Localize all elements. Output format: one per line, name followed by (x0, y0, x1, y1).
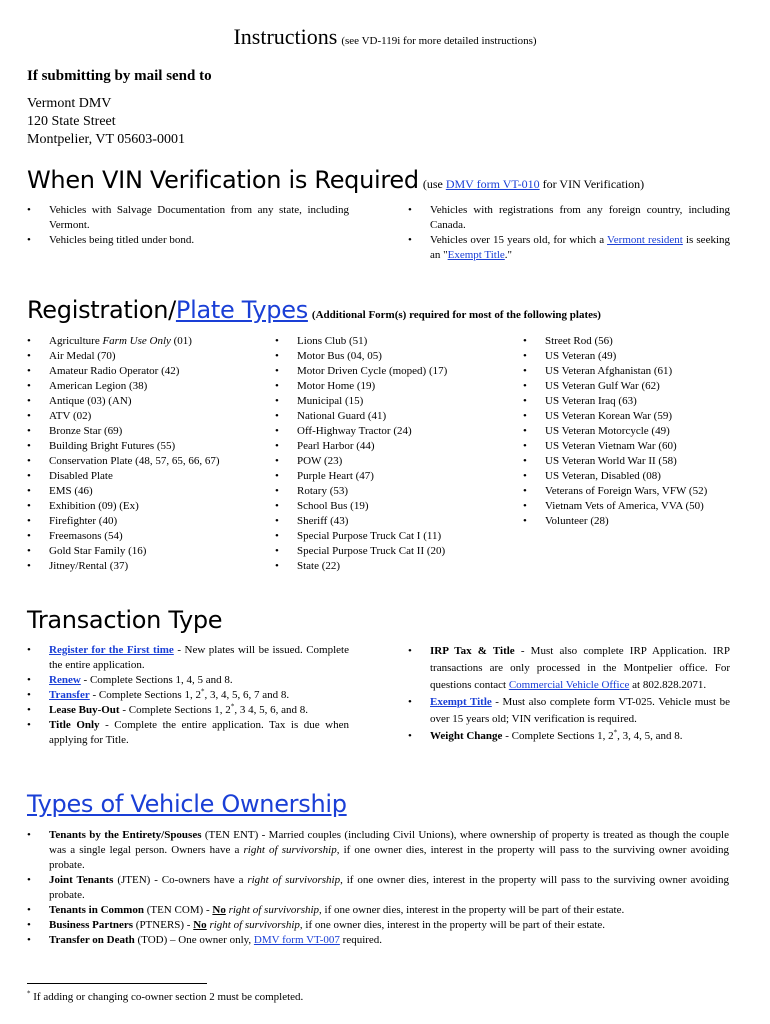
transaction-left-list (27, 643, 349, 748)
plate-type-item: • US Veteran Motorcycle (49) (523, 424, 753, 439)
list-item: • Tenants by the Entirety/Spouses (TEN ENT) - Married couples (including Civil Unions), where ownership of property is treated as though the couple was a single legal person. Owners have a right of survivorship, if one owner dies, interest in the property will pass to the surviving owner avoiding probate. (27, 828, 729, 873)
page-title: Instructions (233, 24, 338, 49)
list-item: • Title Only - Complete the entire application. Tax is due when applying for Title. (27, 718, 349, 748)
plate-type-item: • POW (23) (275, 454, 505, 469)
list-item: • Vehicles over 15 years old, for which a Vermont resident is seeking an "Exempt Title." (408, 233, 730, 263)
plate-type-item: • Pearl Harbor (44) (275, 439, 505, 454)
plate-type-item: • Disabled Plate (27, 469, 267, 484)
vt010-link[interactable]: DMV form VT-010 (445, 177, 540, 191)
plate-type-item: • Conservation Plate (48, 57, 65, 66, 67) (27, 454, 267, 469)
vin-left-list (27, 203, 349, 248)
vin-heading-row (27, 166, 644, 194)
list-item: • Transfer - Complete Sections 1, 2*, 3, 4, 5, 6, 7 and 8. (27, 688, 349, 703)
plate-type-item: • US Veteran Vietnam War (60) (523, 439, 753, 454)
footnote-divider (27, 983, 207, 984)
transaction-heading: Transaction Type (27, 606, 223, 634)
plate-type-item: • Amateur Radio Operator (42) (27, 364, 267, 379)
commercial-vehicle-office-link[interactable]: Commercial Vehicle Office (508, 679, 630, 691)
plate-type-item: • School Bus (19) (275, 499, 505, 514)
plate-types-link[interactable]: Plate Types (175, 296, 308, 324)
plate-type-item: • US Veteran Korean War (59) (523, 409, 753, 424)
plate-type-item: • US Veteran World War II (58) (523, 454, 753, 469)
plate-type-item: • National Guard (41) (275, 409, 505, 424)
footnote: * If adding or changing co-owner section 2 must be completed. (27, 989, 304, 1003)
vin-heading: When VIN Verification is Required (27, 166, 419, 194)
address-line: 120 State Street (27, 114, 116, 129)
plate-type-item: • Special Purpose Truck Cat II (20) (275, 544, 505, 559)
plate-type-item: • American Legion (38) (27, 379, 267, 394)
plate-type-item: • Bronze Star (69) (27, 424, 267, 439)
list-item: • Renew - Complete Sections 1, 4, 5 and 8. (27, 673, 349, 688)
title-note: (see VD-119i for more detailed instructions) (341, 35, 537, 47)
plate-type-item: • Purple Heart (47) (275, 469, 505, 484)
list-item: • Transfer on Death (TOD) – One owner only, DMV form VT-007 required. (27, 933, 729, 948)
list-item: • Lease Buy-Out - Complete Sections 1, 2*, 3 4, 5, 6, and 8. (27, 703, 349, 718)
plate-type-item: • US Veteran Afghanistan (61) (523, 364, 753, 379)
list-item: • Vehicles being titled under bond. (27, 233, 349, 248)
list-item: • Register for the First time - New plates will be issued. Complete the entire application. (27, 643, 349, 673)
address-line: Vermont DMV (27, 96, 112, 111)
plates-col3 (523, 334, 753, 529)
exempt-title-link-2[interactable]: Exempt Title (430, 696, 492, 708)
list-item: • IRP Tax & Title - Must also complete IRP Application. IRP transactions are only processed in the Montpelier office. For questions contact Commercial Vehicle Office at 802.828.2071. (408, 643, 730, 694)
plate-type-item: • Veterans of Foreign Wars, VFW (52) (523, 484, 753, 499)
plate-type-item: • Jitney/Rental (37) (27, 559, 267, 574)
mail-heading: If submitting by mail send to (27, 68, 212, 84)
plate-type-item: • Volunteer (28) (523, 514, 753, 529)
mail-address (27, 95, 185, 149)
plate-type-item: • US Veteran Gulf War (62) (523, 379, 753, 394)
plate-type-item: • Special Purpose Truck Cat I (11) (275, 529, 505, 544)
list-item: • Vehicles with Salvage Documentation from any state, including Vermont. (27, 203, 349, 233)
plate-type-item: • Street Rod (56) (523, 334, 753, 349)
exempt-title-link[interactable]: Exempt Title (447, 249, 505, 261)
list-item: • Weight Change - Complete Sections 1, 2*, 3, 4, 5, and 8. (408, 728, 730, 745)
plate-type-item: • EMS (46) (27, 484, 267, 499)
ownership-list (27, 828, 729, 948)
plates-note: (Additional Form(s) required for most of the following plates) (311, 309, 601, 321)
vermont-resident-link[interactable]: Vermont resident (607, 234, 683, 246)
plates-col1 (27, 334, 267, 574)
transaction-right-list (408, 643, 730, 745)
plate-type-item: • ATV (02) (27, 409, 267, 424)
plate-type-item: • Municipal (15) (275, 394, 505, 409)
plates-heading-row (27, 296, 601, 324)
plate-type-item: • US Veteran, Disabled (08) (523, 469, 753, 484)
plate-type-item: • Gold Star Family (16) (27, 544, 267, 559)
plate-type-item: • Motor Bus (04, 05) (275, 349, 505, 364)
ownership-heading (27, 790, 347, 818)
plate-type-item: • Air Medal (70) (27, 349, 267, 364)
register-link[interactable]: Register for the First time (49, 644, 174, 656)
vt007-link[interactable]: DMV form VT-007 (253, 934, 340, 946)
list-item: • Business Partners (PTNERS) - No right of survivorship, if one owner dies, interest in the property will be part of their estate. (27, 918, 729, 933)
vin-right-list (408, 203, 730, 263)
plate-type-item: • Antique (03) (AN) (27, 394, 267, 409)
plates-heading: Registration/Plate Types (27, 296, 308, 324)
plate-type-item: • Lions Club (51) (275, 334, 505, 349)
plates-col2 (275, 334, 505, 574)
plate-type-item: • Rotary (53) (275, 484, 505, 499)
plate-type-item: • Off-Highway Tractor (24) (275, 424, 505, 439)
list-item: • Vehicles with registrations from any foreign country, including Canada. (408, 203, 730, 233)
plate-type-item: • US Veteran (49) (523, 349, 753, 364)
plate-type-item: • US Veteran Iraq (63) (523, 394, 753, 409)
plate-type-item: • Motor Driven Cycle (moped) (17) (275, 364, 505, 379)
vin-note: (use DMV form VT-010 for VIN Verification) (422, 177, 645, 191)
plate-type-item: • Vietnam Vets of America, VVA (50) (523, 499, 753, 514)
plate-type-item: • Firefighter (40) (27, 514, 267, 529)
plate-type-item: • Agriculture Farm Use Only (01) (27, 334, 267, 349)
plate-type-item: • State (22) (275, 559, 505, 574)
plate-type-item: • Freemasons (54) (27, 529, 267, 544)
transfer-link[interactable]: Transfer (49, 689, 90, 701)
address-line: Montpelier, VT 05603-0001 (27, 132, 185, 147)
plate-type-item: • Motor Home (19) (275, 379, 505, 394)
title-row (0, 24, 770, 50)
plate-type-item: • Building Bright Futures (55) (27, 439, 267, 454)
renew-link[interactable]: Renew (49, 674, 81, 686)
list-item: • Tenants in Common (TEN COM) - No right of survivorship, if one owner dies, interest in the property will be part of their estate. (27, 903, 729, 918)
ownership-link[interactable]: Types of Vehicle Ownership (27, 790, 347, 818)
list-item: • Joint Tenants (JTEN) - Co-owners have a right of survivorship, if one owner dies, interest in the property will pass to the surviving owner avoiding probate. (27, 873, 729, 903)
plate-type-item: • Sheriff (43) (275, 514, 505, 529)
plate-type-item: • Exhibition (09) (Ex) (27, 499, 267, 514)
list-item: • Exempt Title - Must also complete form VT-025. Vehicle must be over 15 years old; VIN verification is required. (408, 694, 730, 728)
